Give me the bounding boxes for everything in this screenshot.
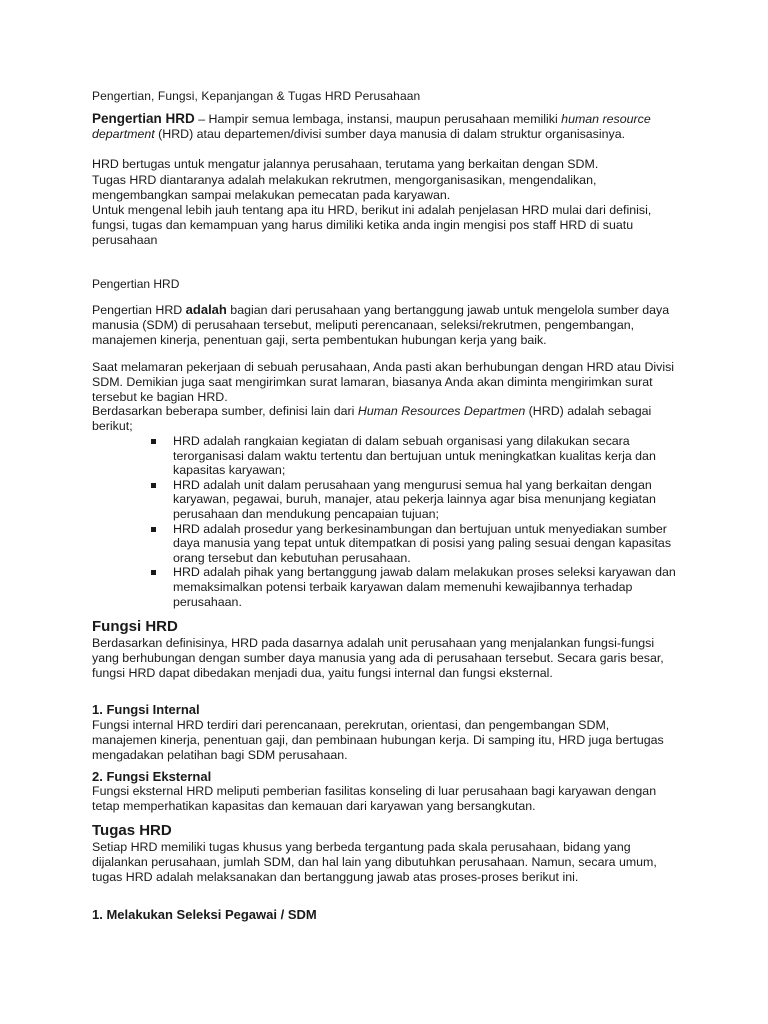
pengertian-paragraph-2: Saat melamaran pekerjaan di sebuah perusahaan, Anda pasti akan berhubungan dengan HRD atau Divisi SDM. Demikian juga saat mengirimkan surat lamaran, biasanya Anda akan diminta mengirimkan surat tersebut ke bagian HRD. — [92, 360, 675, 404]
intro-text-1a: – Hampir semua lembaga, instansi, maupun perusahaan memiliki — [194, 112, 562, 126]
list-item-text: HRD adalah prosedur yang berkesinambungan dan bertujuan untuk menyediakan sumber daya manusia yang tepat untuk ditempatkan di posisi yang paling sesuai dengan kapasitas orang tersebut dan kebutuhan perusahaan. — [173, 521, 672, 565]
pengertian-p3-a: Berdasarkan beberapa sumber, definisi lain dari — [92, 404, 358, 418]
bullet-icon — [151, 570, 156, 575]
list-item-text: HRD adalah unit dalam perusahaan yang mengurusi semua hal yang berkaitan dengan karyawan, pegawai, buruh, manajer, atau pekerja lainnya agar bisa menunjang kegiatan perusahaan dan mendukung pencapaian tujuan; — [173, 477, 656, 521]
list-item — [148, 565, 680, 609]
pengertian-p1-bold: adalah — [185, 302, 227, 317]
pengertian-p3-b: (HRD) adalah sebagai berikut; — [92, 404, 652, 433]
intro-text-1b: (HRD) atau departemen/divisi sumber daya manusia di dalam struktur organisasinya. — [154, 127, 626, 141]
pengertian-p1-b: bagian dari perusahaan yang bertanggung jawab untuk mengelola sumber daya manusia (SDM) di perusahaan tersebut, meliputi perencanaan, seleksi/rekrutmen, pengembangan, manajemen kinerja, penentuan gaji, serta pembentukan hubungan kerja yang baik. — [92, 303, 670, 347]
bullet-icon — [151, 483, 156, 488]
bullet-icon — [151, 527, 156, 532]
section-heading-fungsi: Fungsi HRD — [92, 618, 178, 635]
fungsi-internal-text: Fungsi internal HRD terdiri dari perencanaan, perekrutan, orientasi, dan pengembangan SDM, manajemen kinerja, penentuan gaji, dan pembinaan hubungan kerja. Di samping itu, HRD juga bertugas mengadakan pelatihan bagi SDM perusahaan. — [92, 718, 664, 762]
intro-paragraph-3: Tugas HRD diantaranya adalah melakukan rekrutmen, mengorganisasikan, mengendalikan, mengembangkan sampai melakukan pemecatan pada karyawan. — [92, 173, 597, 202]
fungsi-eksternal-heading: 2. Fungsi Eksternal — [92, 769, 212, 784]
intro-text-1-em: human resource department — [92, 112, 651, 141]
list-item — [148, 522, 680, 566]
tugas-paragraph-1: Setiap HRD memiliki tugas khusus yang berbeda tergantung pada skala perusahaan, bidang yang dijalankan perusahaan, jumlah SDM, dan hal lain yang dibutuhkan perusahaan. Namun, secara umum, tugas HRD adalah melaksanakan dan bertanggung jawab atas proses-proses berikut ini. — [92, 840, 657, 884]
bullet-icon — [151, 439, 156, 444]
intro-lead: Pengertian HRD — [92, 111, 195, 126]
fungsi-paragraph-1: Berdasarkan definisinya, HRD pada dasarnya adalah unit perusahaan yang menjalankan fungsi-fungsi yang berhubungan dengan sumber daya manusia yang ada di perusahaan tersebut. Secara garis besar, fungsi HRD dapat dibedakan menjadi dua, yaitu fungsi internal dan fungsi eksternal. — [92, 636, 664, 680]
pengertian-p1-a: Pengertian HRD — [92, 303, 186, 317]
pengertian-paragraph-3 — [92, 404, 677, 434]
pengertian-p3-em: Human Resources Departmen — [357, 404, 526, 418]
list-item — [148, 478, 680, 522]
intro-paragraph-2: HRD bertugas untuk mengatur jalannya perusahaan, terutama yang berkaitan dengan SDM. — [92, 157, 599, 171]
pengertian-paragraph-1 — [92, 302, 677, 348]
fungsi-internal-heading: 1. Fungsi Internal — [92, 702, 200, 717]
definition-list — [148, 434, 680, 609]
intro-paragraph-1 — [92, 111, 677, 142]
section-heading-pengertian: Pengertian HRD — [92, 277, 180, 291]
section-heading-tugas: Tugas HRD — [92, 822, 172, 839]
list-item-text: HRD adalah rangkaian kegiatan di dalam sebuah organisasi yang dilakukan secara terorganisasi dalam waktu tertentu dan bertujuan untuk meningkatkan kualitas kerja dan kapasitas karyawan; — [173, 434, 656, 478]
fungsi-eksternal-text: Fungsi eksternal HRD meliputi pemberian fasilitas konseling di luar perusahaan bagi karyawan dengan tetap memperhatikan kapasitas dan kemauan dari karyawan yang bersangkutan. — [92, 784, 657, 813]
document-title: Pengertian, Fungsi, Kepanjangan & Tugas HRD Perusahaan — [92, 89, 421, 103]
list-item — [148, 434, 680, 478]
tugas-sub1-heading: 1. Melakukan Seleksi Pegawai / SDM — [92, 907, 317, 922]
intro-paragraph-4: Untuk mengenal lebih jauh tentang apa itu HRD, berikut ini adalah penjelasan HRD mulai dari definisi, fungsi, tugas dan kemampuan yang harus dimiliki ketika anda ingin mengisi pos staff HRD di suatu perusahaan — [92, 203, 652, 247]
list-item-text: HRD adalah pihak yang bertanggung jawab dalam melakukan proses seleksi karyawan dan memaksimalkan potensi terbaik karyawan dalam memenuhi kewajibannya terhadap perusahaan. — [173, 565, 676, 609]
